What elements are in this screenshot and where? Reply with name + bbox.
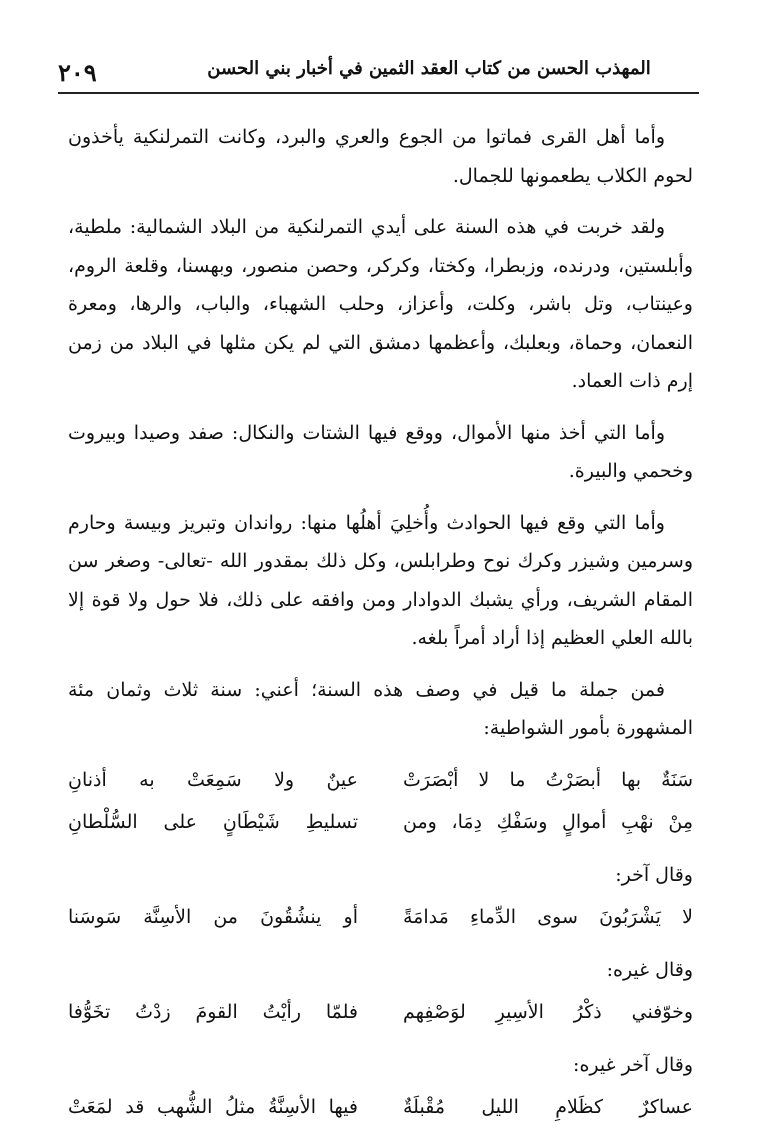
verse-line [68, 993, 693, 1032]
page-body [68, 118, 693, 1127]
running-head: المهذب الحسن من كتاب العقد الثمين في أخبار بني الحسن [207, 58, 651, 79]
poem [68, 761, 693, 842]
verse-second-hemistich: أو ينشُقُونَ من الأسِنَّة سَوسَنا [68, 906, 358, 928]
verse-second-hemistich: فيها الأسِنَّةُ مثلُ الشُّهب قد لمَعَتْ [68, 1096, 358, 1118]
page-header [58, 52, 699, 94]
paragraph: وأما التي وقع فيها الحوادث وأُخلِيَ أهلُها منها: رواندان وتبريز وبيسة وحارم وسرمين وشيزر وكرك نوح وطرابلس، وكل ذلك بمقدور الله -تعالى- وصغر سن المقام الشريف، ورأي يشبك الدوادار ومن وافقه على ذلك، فلا حول ولا قوة إلا بالله العلي العظيم إذا أراد أمراً بلغه. [68, 511, 693, 649]
verse-first-hemistich: سَنَةٌ بها أبصَرْتُ ما لا أبْصَرَتْ [403, 768, 693, 791]
paragraph: ولقد خربت في هذه السنة على أيدي التمرلنكية من البلاد الشمالية: ملطية، وأبلستين، ودرنده، وزبطرا، وكختا، وكركر، وحصن منصور، وبهسنا، وقلعة الروم، وعينتاب، وتل باشر، وكلت، وأعزاز، وحلب الشهباء، والباب، والرها، ومعرة النعمان، وحماة، وبعلبك، وأعظمها دمشق التي لم يكن مثلها في البلاد من زمن إرم ذات العماد. [68, 216, 693, 392]
verse-first-hemistich: لا يَشْرَبُونَ سوى الدِّماءِ مَدامَةً [403, 906, 693, 928]
verse-first-hemistich: وخوّفني ذكْرُ الأسِيرِ لوَصْفِهم [403, 1001, 693, 1023]
verse-first-hemistich: مِنْ نهْبِ أموالٍ وسَفْكِ دِمَا، ومن [403, 811, 693, 833]
paragraph: وأما أهل القرى فماتوا من الجوع والعري والبرد، وكانت التمرلنكية يأخذون لحوم الكلاب يطعمونها للجمال. [68, 126, 693, 187]
poem [68, 856, 693, 937]
paragraph: وأما التي أخذ منها الأموال، ووقع فيها الشتات والنكال: صفد وصيدا وبيروت وخحمي والبيرة. [68, 421, 693, 482]
poem-intro: وقال آخر غيره: [573, 1053, 693, 1076]
page-number: ٢٠٩ [58, 58, 97, 87]
poem-intro: وقال آخر: [615, 863, 693, 886]
verse-second-hemistich: عينٌ ولا سَمِعَتْ به أذنانِ [68, 768, 358, 791]
verse-line [68, 1088, 693, 1127]
poem [68, 1046, 693, 1127]
verse-line [68, 898, 693, 937]
verse-line [68, 803, 693, 842]
verse-second-hemistich: تسليطِ شَيْطَانٍ على السُّلْطانِ [68, 811, 358, 833]
verse-first-hemistich: عساكرٌ كظَلامِ الليل مُقْبلَةٌ [403, 1096, 693, 1118]
paragraph: فمن جملة ما قيل في وصف هذه السنة؛ أعني: سنة ثلاث وثمان مئة المشهورة بأمور الشواطية: [68, 678, 693, 739]
verse-line [68, 761, 693, 800]
poem-intro: وقال غيره: [606, 958, 693, 981]
verse-second-hemistich: فلمّا رأيْتُ القومَ زدْتُ تخَوُّفا [68, 1001, 358, 1023]
poem [68, 951, 693, 1032]
